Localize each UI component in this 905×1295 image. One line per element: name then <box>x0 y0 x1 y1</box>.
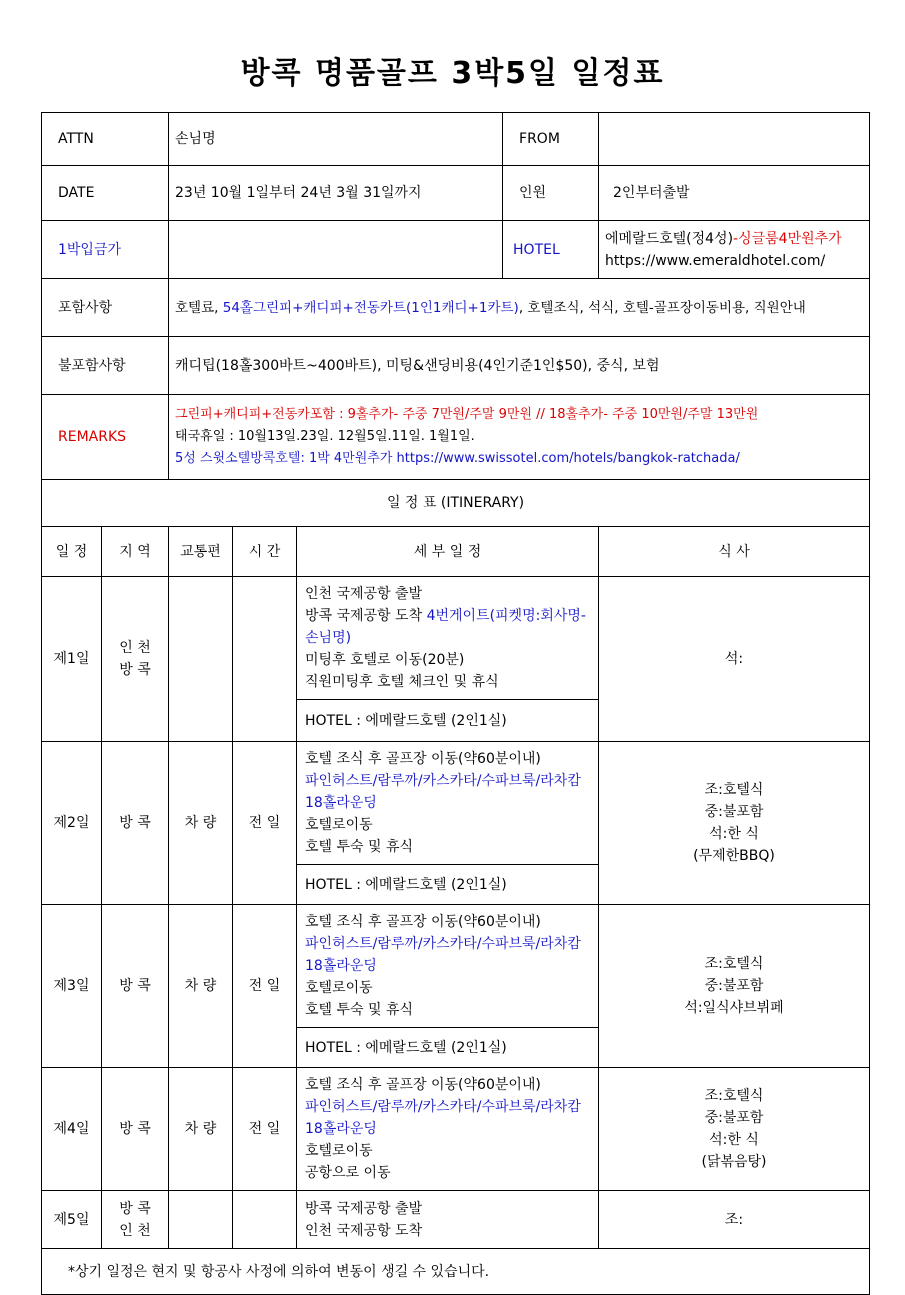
day-row <box>42 1191 870 1249</box>
excluded-label: 불포함사항 <box>42 337 169 395</box>
hotel-value <box>599 221 870 279</box>
meal-item: 석:한 식 <box>709 1132 759 1148</box>
schedule-detail <box>297 1191 599 1249</box>
schedule-text: 인천 국제공항 출발 <box>305 586 423 602</box>
schedule-text: 호텔 투숙 및 휴식 <box>305 839 414 855</box>
day-row <box>42 742 870 865</box>
col-time: 시 간 <box>233 527 297 577</box>
day-row <box>42 1068 870 1191</box>
attn-label: ATTN <box>42 113 169 166</box>
included-label: 포함사항 <box>42 279 169 337</box>
meal-item: 중:불포함 <box>704 804 764 820</box>
meals <box>599 1191 870 1249</box>
meal-item: 석: <box>724 651 744 667</box>
remarks-line-1: 그린피+캐디피+전동카포함 : 9홀추가- 주중 7만원/주말 9만원 // 18홀추가- 주중 10만원/주말 13만원 <box>175 407 759 422</box>
schedule-text: 호텔로이동 <box>305 1143 373 1159</box>
footnote: *상기 일정은 현지 및 항공사 사정에 의하여 변동이 생길 수 있습니다. <box>42 1249 870 1295</box>
region <box>102 1068 169 1191</box>
schedule-line <box>305 1198 590 1220</box>
schedule-line <box>305 605 590 649</box>
people-value: 2인부터출발 <box>599 166 870 221</box>
day-label: 제1일 <box>42 577 102 742</box>
day-label: 제2일 <box>42 742 102 905</box>
schedule-highlight: 파인허스트/람루까/카스카타/수파브룩/라차캄 18홀라운딩 <box>305 773 581 811</box>
remarks-value <box>169 395 870 480</box>
meals <box>599 905 870 1068</box>
hotel-single-extra: -싱글룸4만원추가 <box>733 230 842 247</box>
schedule-text: 호텔 조식 후 골프장 이동(약60분이내) <box>305 914 541 930</box>
schedule-line <box>305 748 590 770</box>
schedule-detail <box>297 742 599 865</box>
schedule-line <box>305 933 590 977</box>
schedule-detail <box>297 577 599 700</box>
region-name: 인 천 <box>119 1222 151 1239</box>
meal-item: (무제한BBQ) <box>693 848 775 864</box>
people-label: 인원 <box>503 166 599 221</box>
meal-item: (닭볶음탕) <box>701 1154 767 1170</box>
meal-item: 조:호텔식 <box>704 1088 764 1104</box>
region-name: 방 콕 <box>119 1200 151 1217</box>
day-hotel: HOTEL : 에메랄드호텔 (2인1실) <box>297 1028 599 1068</box>
from-value <box>599 113 870 166</box>
schedule-text: 인천 국제공항 도착 <box>305 1222 423 1239</box>
transport: 차 량 <box>169 742 233 905</box>
page-title: 방콕 명품골프 3박5일 일정표 <box>240 56 665 91</box>
col-meals: 식 사 <box>599 527 870 577</box>
price-label: 1박입금가 <box>42 221 169 279</box>
meal-item: 석:한 식 <box>709 826 759 842</box>
transport <box>169 577 233 742</box>
schedule-line <box>305 911 590 933</box>
day-hotel: HOTEL : 에메랄드호텔 (2인1실) <box>297 865 599 905</box>
col-day: 일 정 <box>42 527 102 577</box>
remarks-line-2: 태국휴일 : 10월13일.23일. 12월5일.11일. 1월1일. <box>175 429 475 444</box>
schedule-text: 공항으로 이동 <box>305 1165 391 1181</box>
schedule-text: 호텔 투숙 및 휴식 <box>305 1002 414 1018</box>
included-value <box>169 279 870 337</box>
region-name: 방 콕 <box>119 662 151 678</box>
schedule-text: 방콕 국제공항 출발 <box>305 1200 423 1217</box>
schedule-line <box>305 1140 590 1162</box>
schedule-line <box>305 999 590 1021</box>
schedule-text: 직원미팅후 호텔 체크인 및 휴식 <box>305 674 499 690</box>
schedule-text: 호텔 조식 후 골프장 이동(약60분이내) <box>305 1077 541 1093</box>
schedule-line <box>305 649 590 671</box>
meal-item: 석:일식샤브뷔페 <box>684 1000 784 1016</box>
time <box>233 577 297 742</box>
schedule-highlight: 4번게이트(피켓명:회사명-손님명) <box>305 608 586 646</box>
schedule-line <box>305 1074 590 1096</box>
region-name: 방 콕 <box>119 1121 151 1137</box>
meals <box>599 742 870 905</box>
meal-item: 조:호텔식 <box>704 956 764 972</box>
region-name: 방 콕 <box>119 815 151 831</box>
time <box>233 1191 297 1249</box>
schedule-line <box>305 671 590 693</box>
time: 전 일 <box>233 1068 297 1191</box>
region-name: 방 콕 <box>119 978 151 994</box>
day-label: 제4일 <box>42 1068 102 1191</box>
schedule-line <box>305 583 590 605</box>
schedule-text: 미팅후 호텔로 이동(20분) <box>305 652 465 668</box>
time: 전 일 <box>233 905 297 1068</box>
schedule-text: 호텔로이동 <box>305 817 373 833</box>
schedule-highlight: 파인허스트/람루까/카스카타/수파브룩/라차캄 18홀라운딩 <box>305 936 581 974</box>
meals <box>599 577 870 742</box>
col-transport: 교통편 <box>169 527 233 577</box>
schedule-line <box>305 770 590 814</box>
transport: 차 량 <box>169 905 233 1068</box>
included-text-a: 호텔료, <box>175 299 223 316</box>
schedule-line <box>305 977 590 999</box>
day-label: 제5일 <box>42 1191 102 1249</box>
region <box>102 577 169 742</box>
schedule-text: 호텔 조식 후 골프장 이동(약60분이내) <box>305 751 541 767</box>
hotel-url[interactable]: https://www.emeraldhotel.com/ <box>605 252 826 269</box>
remarks-label: REMARKS <box>42 395 169 480</box>
itinerary-table <box>41 112 870 1295</box>
excluded-value: 캐디팁(18홀300바트~400바트), 미팅&샌딩비용(4인기준1인$50), 중식, 보험 <box>169 337 870 395</box>
schedule-line <box>305 1096 590 1140</box>
day-row <box>42 905 870 1028</box>
meal-item: 중:불포함 <box>704 1110 764 1126</box>
region-name: 인 천 <box>119 640 151 656</box>
meals <box>599 1068 870 1191</box>
schedule-text: 방콕 국제공항 도착 <box>305 608 427 624</box>
day-label: 제3일 <box>42 905 102 1068</box>
day-hotel: HOTEL : 에메랄드호텔 (2인1실) <box>297 700 599 742</box>
itinerary-column-headers <box>42 527 870 577</box>
meal-item: 조:호텔식 <box>704 782 764 798</box>
region <box>102 905 169 1068</box>
included-text-b: 54홀그린피+캐디피+전동카트(1인1캐디+1카트) <box>222 299 519 316</box>
hotel-label: HOTEL <box>503 221 599 279</box>
day-row <box>42 577 870 700</box>
date-value: 23년 10월 1일부터 24년 3월 31일까지 <box>169 166 503 221</box>
hotel-name: 에메랄드호텔(정4성) <box>605 230 734 247</box>
schedule-line <box>305 836 590 858</box>
schedule-detail <box>297 1068 599 1191</box>
meal-item: 중:불포함 <box>704 978 764 994</box>
region <box>102 1191 169 1249</box>
col-schedule: 세 부 일 정 <box>297 527 599 577</box>
schedule-line <box>305 1220 590 1242</box>
date-label: DATE <box>42 166 169 221</box>
schedule-text: 호텔로이동 <box>305 980 373 996</box>
price-value <box>169 221 503 279</box>
attn-value: 손님명 <box>169 113 503 166</box>
transport: 차 량 <box>169 1068 233 1191</box>
schedule-highlight: 파인허스트/람루까/카스카타/수파브룩/라차캄 18홀라운딩 <box>305 1099 581 1137</box>
schedule-line <box>305 814 590 836</box>
col-region: 지 역 <box>102 527 169 577</box>
itinerary-header: 일 정 표 (ITINERARY) <box>42 480 870 527</box>
from-label: FROM <box>503 113 599 166</box>
included-text-c: , 호텔조식, 석식, 호텔-골프장이동비용, 직원안내 <box>518 299 806 316</box>
schedule-detail <box>297 905 599 1028</box>
remarks-line-3: 5성 스윗소텔방콕호텔: 1박 4만원추가 https://www.swissotel.com/hotels/bangkok-ratchada/ <box>175 451 740 466</box>
region <box>102 742 169 905</box>
meal-item: 조: <box>724 1211 744 1228</box>
schedule-line <box>305 1162 590 1184</box>
time: 전 일 <box>233 742 297 905</box>
transport <box>169 1191 233 1249</box>
